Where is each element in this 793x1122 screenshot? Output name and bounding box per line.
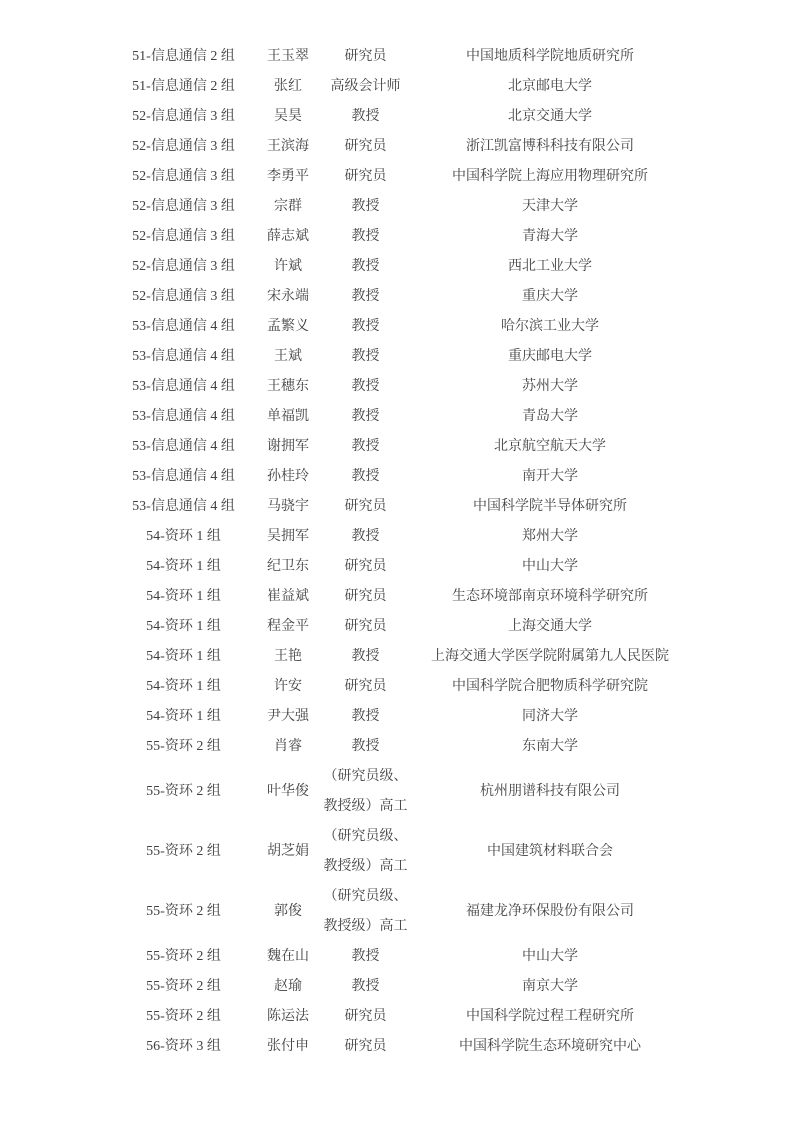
cell-org: 哈尔滨工业大学 — [501, 319, 599, 334]
cell-group: 55-资环 2 组 — [146, 844, 221, 859]
cell-title: 研究员 — [344, 1039, 387, 1054]
table-row — [114, 402, 692, 432]
cell-name: 吴拥军 — [267, 529, 309, 544]
cell-group: 52-信息通信 3 组 — [132, 109, 235, 124]
cell-group: 55-资环 2 组 — [146, 1009, 221, 1024]
cell-org: 中国科学院上海应用物理研究所 — [452, 169, 648, 184]
cell-group: 56-资环 3 组 — [146, 1039, 221, 1054]
cell-group: 54-资环 1 组 — [146, 709, 221, 724]
cell-title: 高级会计师 — [330, 79, 401, 94]
cell-org: 中国地质科学院地质研究所 — [466, 49, 634, 64]
table-row — [114, 42, 692, 72]
cell-org: 中国科学院合肥物质科学研究院 — [452, 679, 648, 694]
cell-org: 西北工业大学 — [508, 259, 592, 274]
cell-title: 研究员 — [344, 679, 387, 694]
cell-org: 苏州大学 — [522, 379, 578, 394]
cell-group: 53-信息通信 4 组 — [132, 319, 235, 334]
cell-org: 东南大学 — [522, 739, 578, 754]
table-row — [114, 492, 692, 522]
cell-name: 王穗东 — [267, 379, 309, 394]
table-row — [114, 462, 692, 492]
cell-name: 孙桂玲 — [267, 469, 309, 484]
cell-org: 重庆大学 — [522, 289, 578, 304]
cell-group: 53-信息通信 4 组 — [132, 499, 235, 514]
cell-name: 魏在山 — [267, 949, 309, 964]
cell-group: 52-信息通信 3 组 — [132, 259, 235, 274]
cell-title: 教授 — [351, 709, 380, 724]
table-row — [114, 612, 692, 642]
cell-name: 胡芝娟 — [267, 844, 309, 859]
cell-group: 52-信息通信 3 组 — [132, 169, 235, 184]
cell-group: 51-信息通信 2 组 — [132, 49, 235, 64]
cell-title: （研究员级、教授级）高工 — [323, 889, 408, 934]
table-row — [114, 72, 692, 102]
table-row — [114, 342, 692, 372]
cell-title: 教授 — [351, 259, 380, 274]
cell-title: 教授 — [351, 409, 380, 424]
cell-title: 研究员 — [344, 499, 387, 514]
table-row — [114, 312, 692, 342]
cell-title: 研究员 — [344, 559, 387, 574]
cell-org: 北京交通大学 — [508, 109, 592, 124]
cell-title: 教授 — [351, 289, 380, 304]
cell-org: 北京航空航天大学 — [494, 439, 606, 454]
cell-name: 程金平 — [267, 619, 309, 634]
cell-name: 崔益斌 — [267, 589, 309, 604]
cell-group: 55-资环 2 组 — [146, 979, 221, 994]
cell-name: 王滨海 — [267, 139, 309, 154]
cell-name: 赵瑜 — [274, 979, 302, 994]
cell-name: 郭俊 — [274, 904, 302, 919]
cell-org: 中国科学院生态环境研究中心 — [459, 1039, 641, 1054]
cell-title: 研究员 — [344, 589, 387, 604]
cell-title: 教授 — [351, 379, 380, 394]
cell-group: 55-资环 2 组 — [146, 949, 221, 964]
cell-org: 青海大学 — [522, 229, 578, 244]
table-row — [114, 822, 692, 882]
table-row — [114, 972, 692, 1002]
table-row — [114, 882, 692, 942]
cell-org: 上海交通大学 — [508, 619, 592, 634]
cell-group: 54-资环 1 组 — [146, 589, 221, 604]
cell-title: 教授 — [351, 199, 380, 214]
cell-org: 南开大学 — [522, 469, 578, 484]
cell-title: （研究员级、教授级）高工 — [323, 829, 408, 874]
cell-org: 浙江凯富博科科技有限公司 — [466, 139, 634, 154]
cell-group: 53-信息通信 4 组 — [132, 439, 235, 454]
table-row — [114, 132, 692, 162]
cell-title: 教授 — [351, 349, 380, 364]
cell-name: 王斌 — [274, 349, 302, 364]
cell-org: 天津大学 — [522, 199, 578, 214]
cell-group: 52-信息通信 3 组 — [132, 229, 235, 244]
cell-group: 55-资环 2 组 — [146, 739, 221, 754]
cell-group: 55-资环 2 组 — [146, 784, 221, 799]
cell-group: 52-信息通信 3 组 — [132, 139, 235, 154]
cell-title: 教授 — [351, 469, 380, 484]
cell-org: 青岛大学 — [522, 409, 578, 424]
cell-name: 纪卫东 — [267, 559, 309, 574]
cell-name: 陈运法 — [267, 1009, 309, 1024]
cell-name: 马骁宇 — [267, 499, 309, 514]
cell-title: 教授 — [351, 319, 380, 334]
cell-org: 生态环境部南京环境科学研究所 — [452, 589, 648, 604]
cell-name: 许安 — [274, 679, 302, 694]
cell-name: 许斌 — [274, 259, 302, 274]
cell-title: 教授 — [351, 439, 380, 454]
cell-name: 张红 — [274, 79, 302, 94]
table-row — [114, 432, 692, 462]
cell-group: 53-信息通信 4 组 — [132, 379, 235, 394]
cell-group: 51-信息通信 2 组 — [132, 79, 235, 94]
cell-title: 研究员 — [344, 619, 387, 634]
cell-group: 54-资环 1 组 — [146, 679, 221, 694]
cell-name: 吴昊 — [274, 109, 302, 124]
cell-title: 教授 — [351, 979, 380, 994]
cell-name: 王艳 — [274, 649, 302, 664]
cell-title: 教授 — [351, 109, 380, 124]
cell-org: 郑州大学 — [522, 529, 578, 544]
cell-org: 北京邮电大学 — [508, 79, 592, 94]
cell-group: 54-资环 1 组 — [146, 559, 221, 574]
table-row — [114, 1032, 692, 1062]
cell-name: 单福凯 — [267, 409, 309, 424]
cell-org: 中山大学 — [522, 559, 578, 574]
cell-title: 教授 — [351, 229, 380, 244]
table-row — [114, 672, 692, 702]
cell-name: 肖睿 — [274, 739, 302, 754]
cell-title: 教授 — [351, 649, 380, 664]
cell-name: 尹大强 — [267, 709, 309, 724]
table-row — [114, 162, 692, 192]
cell-org: 中国科学院半导体研究所 — [473, 499, 627, 514]
cell-title: 研究员 — [344, 139, 387, 154]
cell-org: 中国建筑材料联合会 — [487, 844, 613, 859]
cell-title: 教授 — [351, 739, 380, 754]
table-row — [114, 1002, 692, 1032]
cell-org: 中山大学 — [522, 949, 578, 964]
cell-group: 53-信息通信 4 组 — [132, 349, 235, 364]
table-row — [114, 762, 692, 822]
expert-list-table — [114, 42, 692, 1062]
table-row — [114, 252, 692, 282]
table-row — [114, 522, 692, 552]
cell-org: 中国科学院过程工程研究所 — [466, 1009, 634, 1024]
cell-org: 重庆邮电大学 — [508, 349, 592, 364]
table-row — [114, 552, 692, 582]
cell-org: 同济大学 — [522, 709, 578, 724]
table-row — [114, 702, 692, 732]
cell-title: 教授 — [351, 949, 380, 964]
cell-title: （研究员级、教授级）高工 — [323, 769, 408, 814]
cell-org: 福建龙净环保股份有限公司 — [466, 904, 634, 919]
table-row — [114, 222, 692, 252]
cell-group: 54-资环 1 组 — [146, 649, 221, 664]
cell-name: 宗群 — [274, 199, 302, 214]
cell-group: 53-信息通信 4 组 — [132, 469, 235, 484]
table-row — [114, 582, 692, 612]
table-row — [114, 642, 692, 672]
cell-org: 南京大学 — [522, 979, 578, 994]
cell-name: 王玉翠 — [267, 49, 309, 64]
cell-name: 谢拥军 — [267, 439, 309, 454]
cell-group: 53-信息通信 4 组 — [132, 409, 235, 424]
cell-name: 薛志斌 — [267, 229, 309, 244]
cell-group: 54-资环 1 组 — [146, 529, 221, 544]
cell-title: 教授 — [351, 529, 380, 544]
cell-name: 张付申 — [267, 1039, 309, 1054]
cell-group: 52-信息通信 3 组 — [132, 199, 235, 214]
cell-group: 54-资环 1 组 — [146, 619, 221, 634]
cell-group: 52-信息通信 3 组 — [132, 289, 235, 304]
cell-name: 叶华俊 — [267, 784, 309, 799]
cell-title: 研究员 — [344, 1009, 387, 1024]
table-row — [114, 102, 692, 132]
cell-group: 55-资环 2 组 — [146, 904, 221, 919]
cell-org: 上海交通大学医学院附属第九人民医院 — [431, 649, 669, 664]
cell-name: 李勇平 — [267, 169, 309, 184]
cell-org: 杭州朋谱科技有限公司 — [480, 784, 620, 799]
cell-name: 宋永端 — [267, 289, 309, 304]
table-row — [114, 732, 692, 762]
cell-title: 研究员 — [344, 49, 387, 64]
table-row — [114, 942, 692, 972]
table-row — [114, 192, 692, 222]
cell-name: 孟繁义 — [267, 319, 309, 334]
cell-title: 研究员 — [344, 169, 387, 184]
table-row — [114, 372, 692, 402]
table-row — [114, 282, 692, 312]
expert-table-body — [114, 42, 692, 1062]
